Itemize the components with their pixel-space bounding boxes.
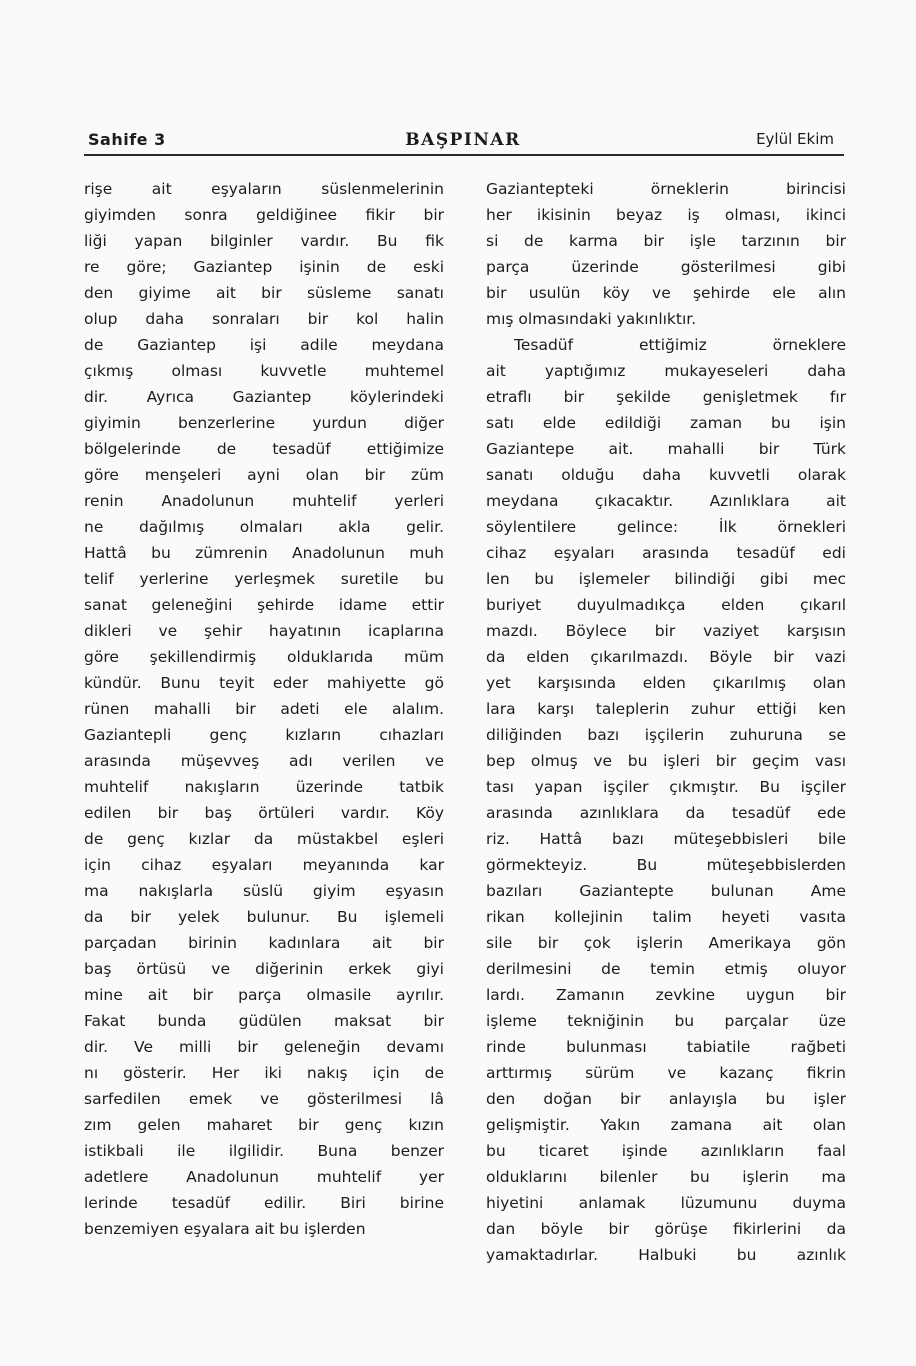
text-line: ne dağılmış olmaları akla gelir.: [84, 518, 444, 536]
text-line: len bu işlemeler bilindiği gibi mec: [486, 570, 846, 588]
text-line: Gaziantepli genç kızların cıhazları: [84, 726, 444, 744]
text-line: Fakat bunda güdülen maksat bir: [84, 1012, 444, 1030]
text-line: bazıları Gaziantepte bulunan Ame: [486, 882, 846, 900]
left-text-column: [84, 176, 444, 1242]
page-header: [82, 130, 844, 152]
text-line: Tesadüf ettiğimiz örneklere: [514, 336, 846, 354]
text-line: görmekteyiz. Bu müteşebbislerden: [486, 856, 846, 874]
text-line: arasında azınlıklara da tesadüf ede: [486, 804, 846, 822]
text-line: istikbali ile ilgilidir. Buna benzer: [84, 1142, 444, 1160]
text-line: arasında müşevveş adı verilen ve: [84, 752, 444, 770]
text-line: baş örtüsü ve diğerinin erkek giyi: [84, 960, 444, 978]
text-line: giyimin benzerlerine yurdun diğer: [84, 414, 444, 432]
text-line: hiyetini anlamak lüzumunu duyma: [486, 1194, 846, 1212]
text-line: mış olmasındaki yakınlıktır.: [486, 310, 697, 328]
newspaper-title: BAŞPINAR: [405, 130, 521, 150]
text-line: buriyet duyulmadıkça elden çıkarıl: [486, 596, 846, 614]
text-line: cihaz eşyaları arasında tesadüf edi: [486, 544, 846, 562]
text-line: bölgelerinde de tesadüf ettiğimize: [84, 440, 444, 458]
text-line: derilmesini de temin etmiş oluyor: [486, 960, 846, 978]
text-line: mazdı. Böylece bir vaziyet karşısın: [486, 622, 846, 640]
text-line: söylentilere gelince: İlk örnekleri: [486, 518, 846, 536]
text-line: yamaktadırlar. Halbuki bu azınlık: [486, 1246, 846, 1264]
text-line: diliğinden bazı işçilerin zuhuruna se: [486, 726, 846, 744]
text-line: riz. Hattâ bazı müteşebbisleri bile: [486, 830, 846, 848]
text-line: renin Anadolunun muhtelif yerleri: [84, 492, 444, 510]
text-line: den giyime ait bir süsleme sanatı: [84, 284, 444, 302]
text-line: telif yerlerine yerleşmek suretile bu: [84, 570, 444, 588]
text-line: her ikisinin beyaz iş olması, ikinci: [486, 206, 846, 224]
text-line: sanat geleneğini şehirde idame ettir: [84, 596, 444, 614]
page-number-label: Sahife 3: [88, 130, 166, 149]
text-line: lardı. Zamanın zevkine uygun bir: [486, 986, 846, 1004]
text-line: nı gösterir. Her iki nakış için de: [84, 1064, 444, 1082]
text-line: çıkmış olması kuvvetle muhtemel: [84, 362, 444, 380]
text-line: rinde bulunması tabiatile rağbeti: [486, 1038, 846, 1056]
text-line: Gazianteptеki örneklerin birincisi: [486, 180, 846, 198]
text-line: bep olmuş ve bu işleri bir geçim vası: [486, 752, 846, 770]
text-line: re göre; Gaziantep işinin de eski: [84, 258, 444, 276]
text-line: benzemiyen eşyalara ait bu işlerden: [84, 1220, 366, 1238]
text-line: sile bir çok işlerin Amerikaya gön: [486, 934, 846, 952]
text-line: lerinde tesadüf edilir. Biri birine: [84, 1194, 444, 1212]
text-line: yet karşısında elden çıkarılmış olan: [486, 674, 846, 692]
text-line: olduklarını bilenler bu işlerin ma: [486, 1168, 846, 1186]
text-line: zım gelen maharet bir genç kızın: [84, 1116, 444, 1134]
text-line: de genç kızlar da müstakbel eşleri: [84, 830, 444, 848]
text-line: Gaziantepe ait. mahalli bir Türk: [486, 440, 846, 458]
text-line: giyimden sonra geldiğinee fikir bir: [84, 206, 444, 224]
text-line: rişe ait eşyaların süslenmelerinin: [84, 180, 444, 198]
text-line: parçadan birinin kadınlara ait bir: [84, 934, 444, 952]
text-line: arttırmış sürüm ve kazanç fikrin: [486, 1064, 846, 1082]
text-line: dir. Ve milli bir geleneğin devamı: [84, 1038, 444, 1056]
text-line: satı elde edildiği zaman bu işin: [486, 414, 846, 432]
text-line: dir. Ayrıca Gaziantep köylerindeki: [84, 388, 444, 406]
text-line: si de karma bir işle tarzının bir: [486, 232, 846, 250]
text-line: da elden çıkarılmazdı. Böyle bir vazi: [486, 648, 846, 666]
text-line: işleme tekniğinin bu parçalar üze: [486, 1012, 846, 1030]
text-line: bir usulün köy ve şehirde ele alın: [486, 284, 846, 302]
text-line: lara karşı taleplerin zuhur ettiği ken: [486, 700, 846, 718]
text-line: parça üzerinde gösterilmesi gibi: [486, 258, 846, 276]
text-line: muhtelif nakışların üzerinde tatbik: [84, 778, 444, 796]
text-line: mine ait bir parça olmasile ayrılır.: [84, 986, 444, 1004]
text-line: rünen mahalli bir adeti ele alalım.: [84, 700, 444, 718]
text-line: göre şekillendirmiş olduklarıda müm: [84, 648, 444, 666]
text-line: den doğan bir anlayışla bu işler: [486, 1090, 846, 1108]
text-line: adetlere Anadolunun muhtelif yer: [84, 1168, 444, 1186]
text-line: dan böyle bir görüşe fikirlerini da: [486, 1220, 846, 1238]
text-line: da bir yelek bulunur. Bu işlemeli: [84, 908, 444, 926]
text-line: ma nakışlarla süslü giyim eşyasın: [84, 882, 444, 900]
issue-date: Eylül Ekim: [756, 130, 834, 148]
text-line: gelişmiştir. Yakın zamana ait olan: [486, 1116, 846, 1134]
right-text-column: [486, 176, 846, 1268]
text-line: tası yapan işçiler çıkmıştır. Bu işçiler: [486, 778, 846, 796]
text-line: rikan kollejinin talim heyeti vasıta: [486, 908, 846, 926]
text-line: bu ticaret işinde azınlıkların faal: [486, 1142, 846, 1160]
text-line: sanatı olduğu daha kuvvetli olarak: [486, 466, 846, 484]
text-line: için cihaz eşyaları meyanında kar: [84, 856, 444, 874]
text-line: göre menşeleri ayni olan bir züm: [84, 466, 444, 484]
text-line: edilen bir baş örtüleri vardır. Köy: [84, 804, 444, 822]
header-rule: [84, 154, 844, 156]
text-line: sarfedilen emek ve gösterilmesi lâ: [84, 1090, 444, 1108]
text-line: dikleri ve şehir hayatının icaplarına: [84, 622, 444, 640]
text-line: meydana çıkacaktır. Azınlıklara ait: [486, 492, 846, 510]
text-line: olup daha sonraları bir kol halin: [84, 310, 444, 328]
text-line: ait yaptığımız mukayeseleri daha: [486, 362, 846, 380]
text-line: liği yapan bilginler vardır. Bu fik: [84, 232, 444, 250]
text-line: kündür. Bunu teyit eder mahiyette gö: [84, 674, 444, 692]
text-line: Hattâ bu zümrenin Anadolunun muh: [84, 544, 444, 562]
text-line: etraflı bir şekilde genişletmek fır: [486, 388, 846, 406]
text-line: de Gaziantep işi adile meydana: [84, 336, 444, 354]
